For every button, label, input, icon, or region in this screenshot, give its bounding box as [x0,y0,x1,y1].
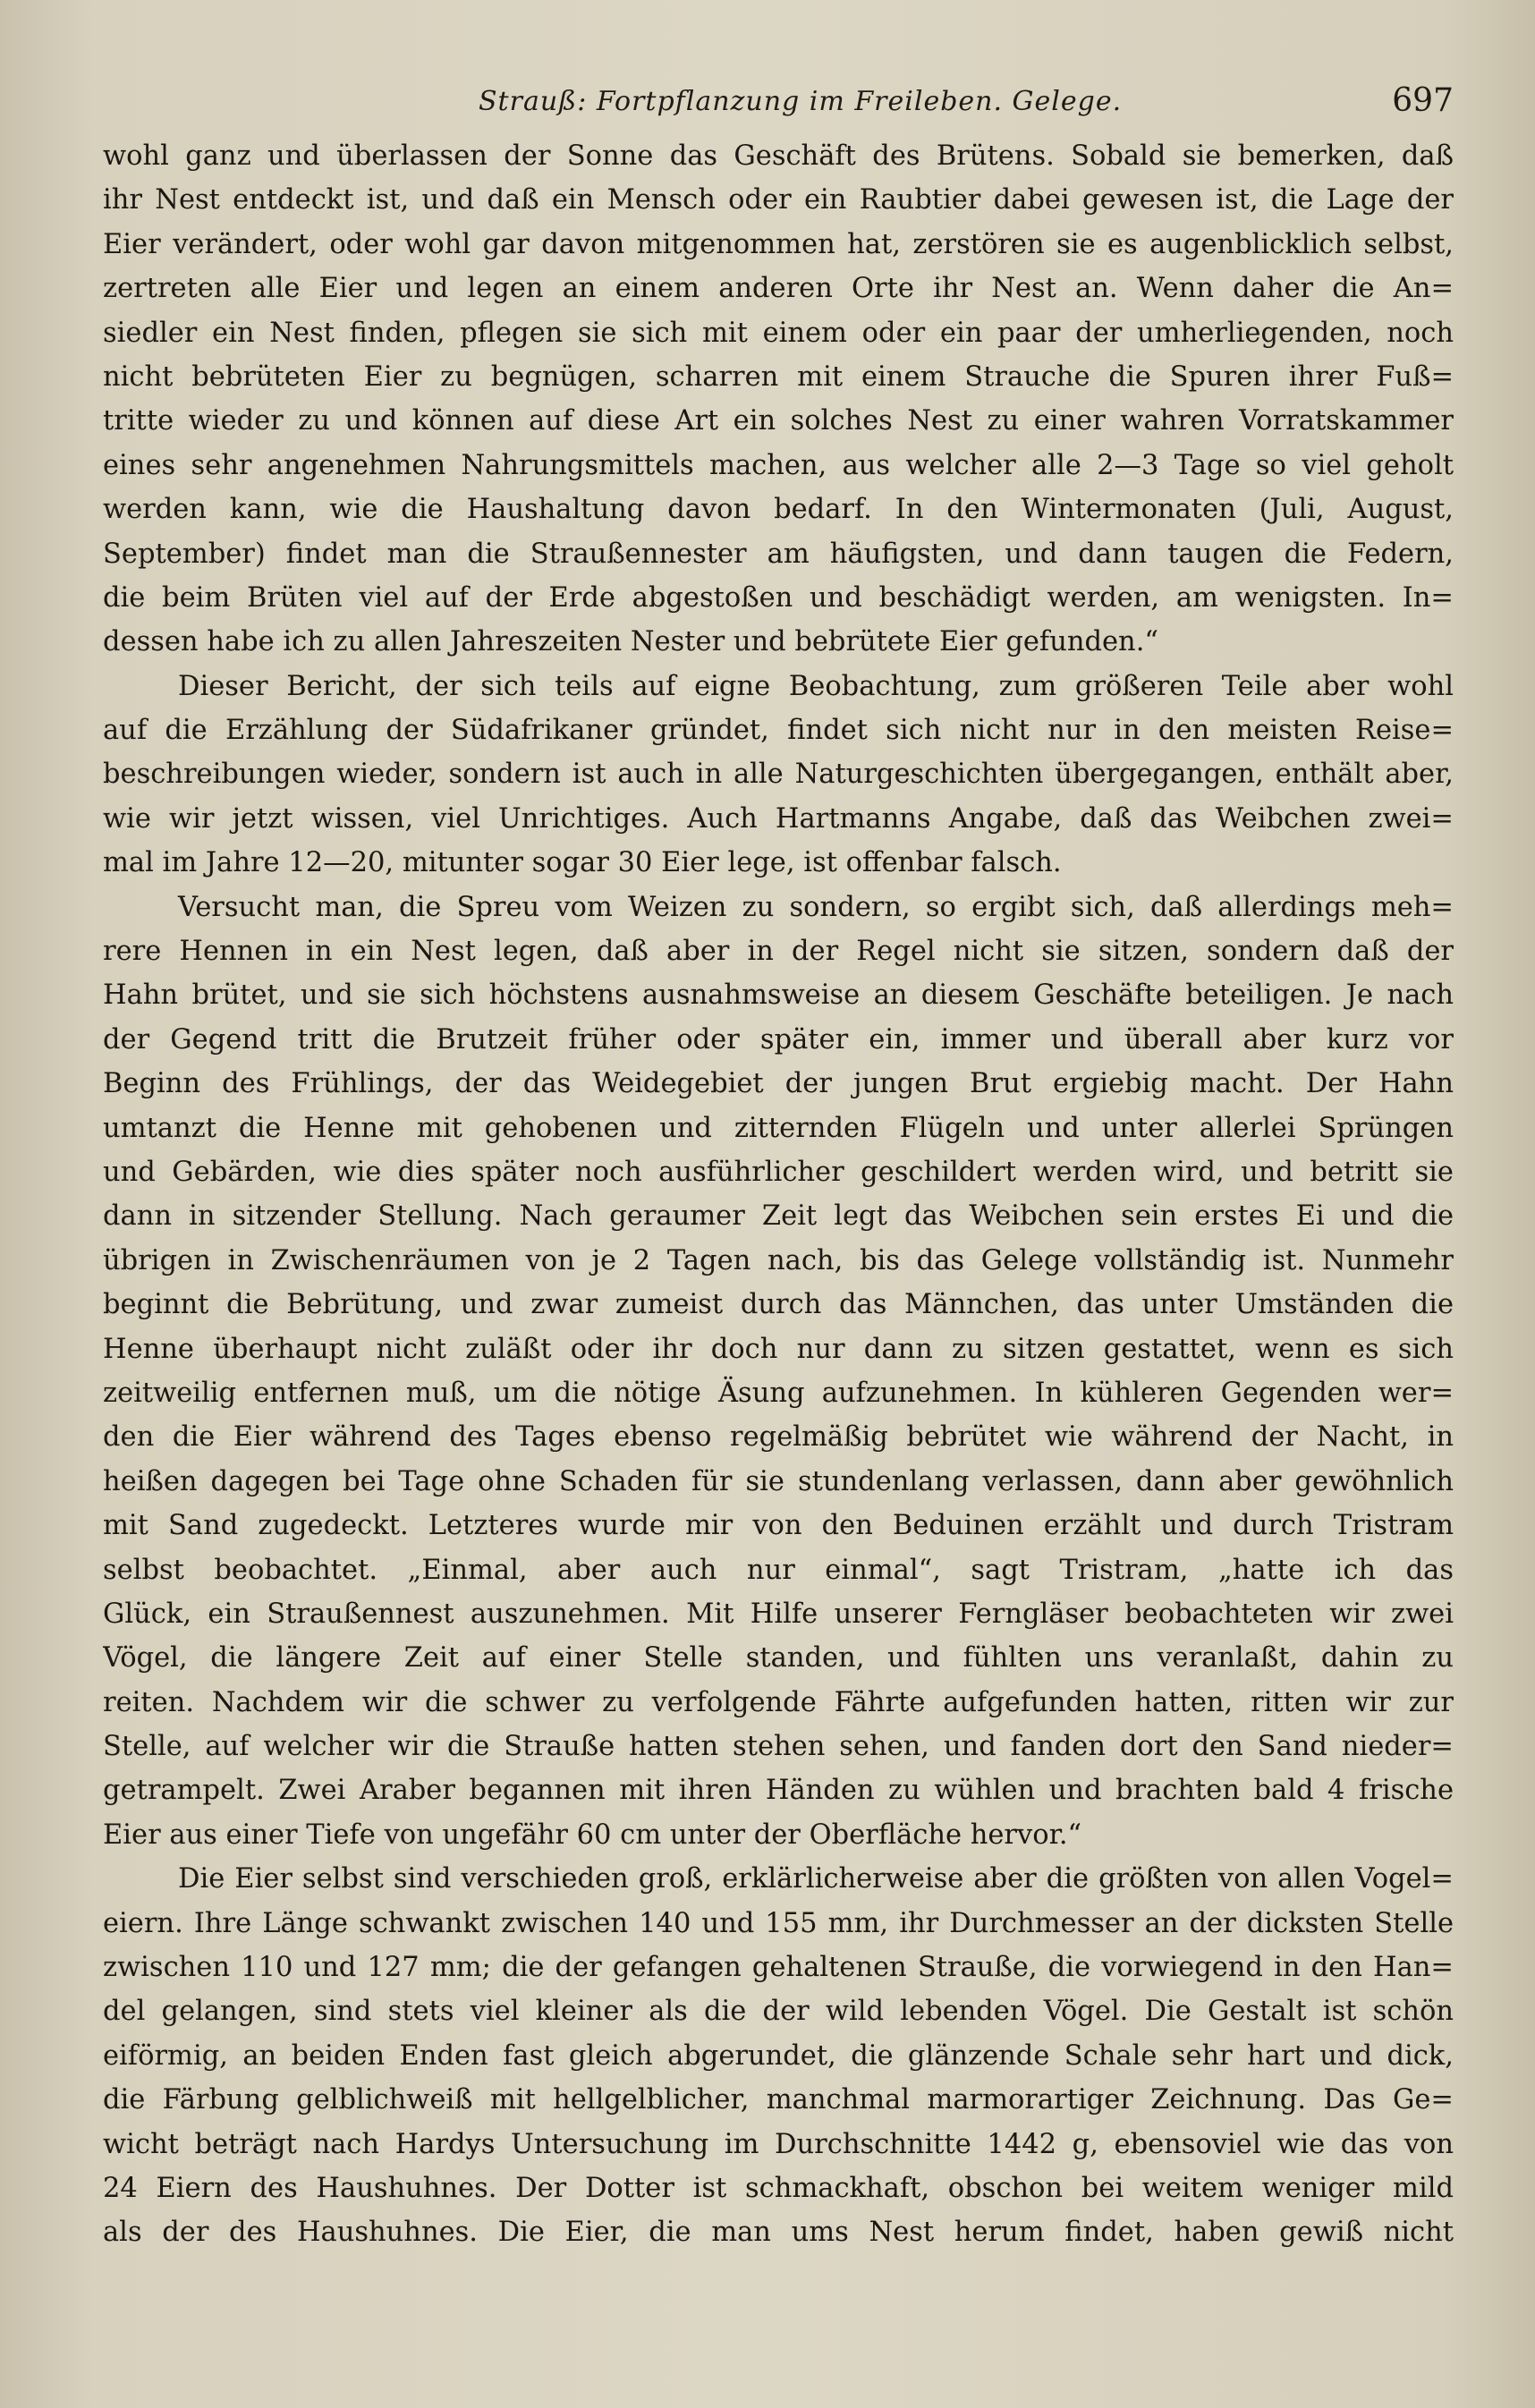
paragraph [103,665,1454,886]
paragraph [103,1857,1454,2255]
text-line: Eier verändert, oder wohl gar davon mitgenommen hat, zerstören sie es augenblicklich selbst, [103,228,1454,260]
text-line: Glück, ein Straußennest auszunehmen. Mit Hilfe unserer Ferngläser beobachteten wir zwei [103,1598,1454,1630]
paragraph [103,886,1454,1858]
text-line: wie wir jetzt wissen, viel Unrichtiges. Auch Hartmanns Angabe, daß das Weibchen zwei= [103,802,1454,835]
text-line: Henne überhaupt nicht zuläßt oder ihr doch nur dann zu sitzen gestattet, wenn es sich [103,1333,1454,1365]
text-line: eines sehr angenehmen Nahrungsmittels machen, aus welcher alle 2—3 Tage so viel geholt [103,449,1454,481]
paragraph [103,134,1454,665]
text-line: siedler ein Nest finden, pflegen sie sich mit einem oder ein paar der umherliegenden, noch [103,317,1454,349]
text-line: September) findet man die Straußennester am häufigsten, und dann taugen die Federn, [103,538,1454,570]
text-line: die Färbung gelblichweiß mit hellgelblicher, manchmal marmorartiger Zeichnung. Das Ge= [103,2084,1454,2116]
text-line: nicht bebrüteten Eier zu begnügen, scharren mit einem Strauche die Spuren ihrer Fuß= [103,360,1454,393]
text-line: werden kann, wie die Haushaltung davon bedarf. In den Wintermonaten (Juli, August, [103,494,1454,526]
text-line: dann in sitzender Stellung. Nach geraumer Zeit legt das Weibchen sein erstes Ei und die [103,1200,1454,1233]
text-line: ihr Nest entdeckt ist, und daß ein Mensch oder ein Raubtier dabei gewesen ist, die Lage der [103,184,1454,216]
text-line: dessen habe ich zu allen Jahreszeiten Nester und bebrütete Eier gefunden.“ [103,626,1158,658]
text-line: den die Eier während des Tages ebenso regelmäßig bebrütet wie während der Nacht, in [103,1421,1454,1454]
text-line: beschreibungen wieder, sondern ist auch in alle Naturgeschichten übergegangen, enthält aber, [103,759,1454,791]
text-line: und Gebärden, wie dies später noch ausführlicher geschildert werden wird, und betritt sie [103,1156,1454,1188]
text-line: übrigen in Zwischenräumen von je 2 Tagen nach, bis das Gelege vollständig ist. Nunmehr [103,1244,1454,1276]
text-line: Vögel, die längere Zeit auf einer Stelle standen, und fühlten uns veranlaßt, dahin zu [103,1642,1454,1675]
text-line: Hahn brütet, und sie sich höchstens ausnahmsweise an diesem Geschäfte beteiligen. Je nach [103,979,1454,1012]
text-line: beginnt die Bebrütung, und zwar zumeist durch das Männchen, das unter Umständen die [103,1289,1454,1321]
text-line: Dieser Bericht, der sich teils auf eigne Beobachtung, zum größeren Teile aber wohl [178,670,1454,702]
text-line: als der des Haushuhnes. Die Eier, die man ums Nest herum findet, haben gewiß nicht [103,2217,1454,2249]
text-line: mal im Jahre 12—20, mitunter sogar 30 Eier lege, ist offenbar falsch. [103,847,1062,879]
text-line: wohl ganz und überlassen der Sonne das Geschäft des Brütens. Sobald sie bemerken, daß [103,140,1454,172]
page-number: 697 [1392,82,1454,119]
text-line: umtanzt die Henne mit gehobenen und zitternden Flügeln und unter allerlei Sprüngen [103,1112,1454,1144]
text-line: zertreten alle Eier und legen an einem anderen Orte ihr Nest an. Wenn daher die An= [103,273,1454,305]
text-line: eiförmig, an beiden Enden fast gleich abgerundet, die glänzende Schale sehr hart und dick, [103,2039,1454,2072]
text-line: Die Eier selbst sind verschieden groß, erklärlicherweise aber die größten von allen Vogel= [178,1863,1454,1895]
text-line: Stelle, auf welcher wir die Strauße hatten stehen sehen, und fanden dort den Sand nieder= [103,1731,1454,1763]
text-line: mit Sand zugedeckt. Letzteres wurde mir von den Beduinen erzählt und durch Tristram [103,1510,1454,1542]
text-line: eiern. Ihre Länge schwankt zwischen 140 und 155 mm, ihr Durchmesser an der dicksten Stelle [103,1907,1454,1939]
text-line: auf die Erzählung der Südafrikaner gründet, findet sich nicht nur in den meisten Reise= [103,715,1454,747]
text-line: Eier aus einer Tiefe von ungefähr 60 cm unter der Oberfläche hervor.“ [103,1819,1082,1851]
text-line: zeitweilig entfernen muß, um die nötige Äsung aufzunehmen. In kühleren Gegenden wer= [103,1377,1454,1409]
text-line: Beginn des Frühlings, der das Weidegebiet der jungen Brut ergiebig macht. Der Hahn [103,1068,1454,1100]
text-line: del gelangen, sind stets viel kleiner als die der wild lebenden Vögel. Die Gestalt ist schön [103,1996,1454,2028]
text-line: getrampelt. Zwei Araber begannen mit ihren Händen zu wühlen und brachten bald 4 frische [103,1775,1454,1807]
text-line: wicht beträgt nach Hardys Untersuchung im Durchschnitte 1442 g, ebensoviel wie das von [103,2128,1454,2160]
text-line: reiten. Nachdem wir die schwer zu verfolgende Fährte aufgefunden hatten, ritten wir zur [103,1686,1454,1718]
body-text [103,134,1454,2255]
text-line: tritte wieder zu und können auf diese Art ein solches Nest zu einer wahren Vorratskammer [103,405,1454,437]
page-header [103,79,1454,129]
text-line: Versucht man, die Spreu vom Weizen zu sondern, so ergibt sich, daß allerdings meh= [178,891,1454,923]
text-line: die beim Brüten viel auf der Erde abgestoßen und beschädigt werden, am wenigsten. In= [103,581,1454,614]
text-line: rere Hennen in ein Nest legen, daß aber in der Regel nicht sie sitzen, sondern daß der [103,936,1454,968]
text-line: heißen dagegen bei Tage ohne Schaden für sie stundenlang verlassen, dann aber gewöhnlich [103,1465,1454,1497]
text-line: selbst beobachtet. „Einmal, aber auch nur einmal“, sagt Tristram, „hatte ich das [103,1554,1454,1586]
text-line: 24 Eiern des Haushuhnes. Der Dotter ist schmackhaft, obschon bei weitem weniger mild [103,2172,1454,2204]
running-head: Strauß: Fortpflanzung im Freileben. Gelege. [479,86,1123,117]
text-line: zwischen 110 und 127 mm; die der gefangen gehaltenen Strauße, die vorwiegend in den Han= [103,1952,1454,1984]
text-line: der Gegend tritt die Brutzeit früher oder später ein, immer und überall aber kurz vor [103,1023,1454,1056]
